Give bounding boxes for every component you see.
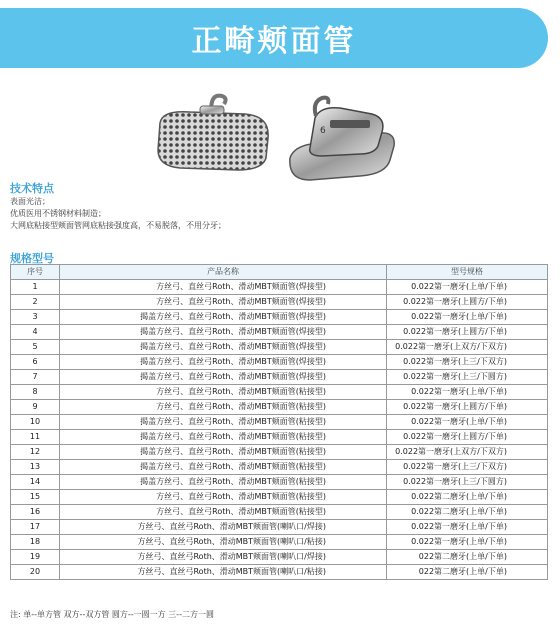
row-index: 15	[11, 490, 60, 505]
table-row	[11, 445, 548, 460]
table-row	[11, 505, 548, 520]
title-banner	[0, 8, 548, 68]
model-spec: 0.022第一磨牙(上单/下单)	[387, 385, 548, 400]
feature-line: 大网底粘接型颊面管网底粘接强度高，不易脱落，不用分牙；	[10, 221, 226, 230]
table-row	[11, 565, 548, 580]
product-name: 方丝弓、直丝弓Roth、滑动MBT颊面管(粘接型)	[60, 490, 387, 505]
product-name: 方丝弓、直丝弓Roth、滑动MBT颊面管(粘接型)	[60, 400, 387, 415]
model-spec: 0.022第一磨牙(上圆方/下单)	[387, 325, 548, 340]
product-name: 揭盖方丝弓、直丝弓Roth、滑动MBT颊面管(焊接型)	[60, 355, 387, 370]
table-row	[11, 430, 548, 445]
table-row	[11, 355, 548, 370]
model-spec: 022第二磨牙(上单/下单)	[387, 565, 548, 580]
table-row	[11, 295, 548, 310]
row-index: 4	[11, 325, 60, 340]
model-spec: 0.022第二磨牙(上单/下单)	[387, 505, 548, 520]
model-spec: 0.022第二磨牙(上单/下单)	[387, 490, 548, 505]
product-name: 揭盖方丝弓、直丝弓Roth、滑动MBT颊面管(焊接型)	[60, 310, 387, 325]
table-row	[11, 385, 548, 400]
model-spec: 0.022第一磨牙(上单/下单)	[387, 280, 548, 295]
page-title: 正畸颊面管	[191, 24, 357, 59]
model-spec: 0.022第一磨牙(上单/下单)	[387, 520, 548, 535]
model-spec: 0.022第一磨牙(上三/下圆方)	[387, 475, 548, 490]
product-name: 揭盖方丝弓、直丝弓Roth、滑动MBT颊面管(焊接型)	[60, 325, 387, 340]
row-index: 18	[11, 535, 60, 550]
product-name: 揭盖方丝弓、直丝弓Roth、滑动MBT颊面管(焊接型)	[60, 340, 387, 355]
model-spec: 0.022第一磨牙(上双方/下双方)	[387, 445, 548, 460]
row-index: 20	[11, 565, 60, 580]
row-index: 8	[11, 385, 60, 400]
model-spec: 0.022第一磨牙(上双方/下双方)	[387, 340, 548, 355]
table-row	[11, 460, 548, 475]
row-index: 5	[11, 340, 60, 355]
svg-text:6: 6	[320, 126, 326, 136]
product-name: 方丝弓、直丝弓Roth、滑动MBT颊面管(焊接型)	[60, 280, 387, 295]
model-spec: 0.022第一磨牙(上单/下单)	[387, 415, 548, 430]
product-name: 方丝弓、直丝弓Roth、滑动MBT颊面管(焊接型)	[60, 295, 387, 310]
product-name: 方丝弓、直丝弓Roth、滑动MBT颊面管(喇叭口/焊接)	[60, 520, 387, 535]
table-row	[11, 490, 548, 505]
row-index: 13	[11, 460, 60, 475]
table-row	[11, 325, 548, 340]
product-name: 方丝弓、直丝弓Roth、滑动MBT颊面管(喇叭口/粘接)	[60, 535, 387, 550]
model-spec: 0.022第一磨牙(上圆方/下单)	[387, 400, 548, 415]
model-spec: 022第二磨牙(上单/下单)	[387, 550, 548, 565]
product-name: 方丝弓、直丝弓Roth、滑动MBT颊面管(粘接型)	[60, 385, 387, 400]
column-header-index: 序号	[11, 265, 60, 280]
feature-line: 优质医用不锈钢材料制造；	[10, 209, 106, 218]
row-index: 2	[11, 295, 60, 310]
table-row	[11, 415, 548, 430]
table-row	[11, 520, 548, 535]
product-name: 方丝弓、直丝弓Roth、滑动MBT颊面管(喇叭口/粘接)	[60, 565, 387, 580]
product-name: 揭盖方丝弓、直丝弓Roth、滑动MBT颊面管(粘接型)	[60, 430, 387, 445]
row-index: 1	[11, 280, 60, 295]
table-row	[11, 535, 548, 550]
product-name: 揭盖方丝弓、直丝弓Roth、滑动MBT颊面管(粘接型)	[60, 415, 387, 430]
row-index: 19	[11, 550, 60, 565]
row-index: 6	[11, 355, 60, 370]
row-index: 17	[11, 520, 60, 535]
features-heading: 技术特点	[10, 182, 54, 195]
column-header-name: 产品名称	[60, 265, 387, 280]
footnote: 注: 单--单方管 双方--双方管 圆方--一圆一方 三--二方一圆	[10, 610, 214, 619]
buccal-tube-image	[150, 88, 400, 188]
row-index: 11	[11, 430, 60, 445]
product-name: 揭盖方丝弓、直丝弓Roth、滑动MBT颊面管(粘接型)	[60, 445, 387, 460]
model-spec: 0.022第一磨牙(上圆方/下单)	[387, 295, 548, 310]
product-name: 方丝弓、直丝弓Roth、滑动MBT颊面管(喇叭口/焊接)	[60, 550, 387, 565]
table-row	[11, 370, 548, 385]
model-spec: 0.022第一磨牙(上单/下单)	[387, 310, 548, 325]
table-header-row	[11, 265, 548, 280]
table-row	[11, 310, 548, 325]
product-name: 揭盖方丝弓、直丝弓Roth、滑动MBT颊面管(粘接型)	[60, 460, 387, 475]
column-header-spec: 型号规格	[387, 265, 548, 280]
models-heading: 规格型号	[10, 252, 54, 265]
table-row	[11, 280, 548, 295]
table-row	[11, 400, 548, 415]
table-row	[11, 475, 548, 490]
model-spec: 0.022第一磨牙(上单/下单)	[387, 535, 548, 550]
product-name: 揭盖方丝弓、直丝弓Roth、滑动MBT颊面管(焊接型)	[60, 370, 387, 385]
table-row	[11, 550, 548, 565]
row-index: 3	[11, 310, 60, 325]
row-index: 16	[11, 505, 60, 520]
product-name: 方丝弓、直丝弓Roth、滑动MBT颊面管(粘接型)	[60, 505, 387, 520]
model-spec: 0.022第一磨牙(上三/下双方)	[387, 460, 548, 475]
model-spec: 0.022第一磨牙(上三/下圆方)	[387, 370, 548, 385]
row-index: 7	[11, 370, 60, 385]
table-row	[11, 340, 548, 355]
product-name: 揭盖方丝弓、直丝弓Roth、滑动MBT颊面管(粘接型)	[60, 475, 387, 490]
welded-tube	[290, 98, 394, 180]
mesh-pad-tube	[158, 96, 268, 170]
row-index: 14	[11, 475, 60, 490]
table-body	[11, 280, 548, 580]
models-table	[10, 264, 548, 580]
row-index: 9	[11, 400, 60, 415]
model-spec: 0.022第一磨牙(上三/下双方)	[387, 355, 548, 370]
row-index: 12	[11, 445, 60, 460]
row-index: 10	[11, 415, 60, 430]
model-spec: 0.022第一磨牙(上圆方/下单)	[387, 430, 548, 445]
feature-line: 表面光洁；	[10, 197, 50, 206]
